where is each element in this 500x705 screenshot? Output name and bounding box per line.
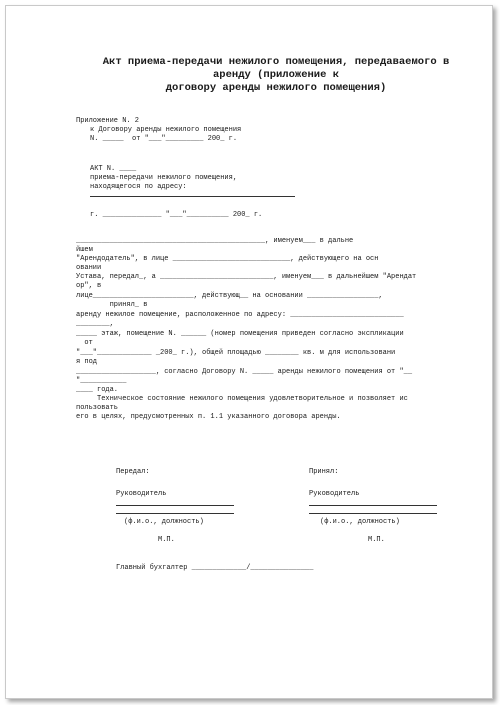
act-address-label: находящегося по адресу: xyxy=(90,183,187,191)
address-underline xyxy=(90,196,295,197)
document-page xyxy=(5,5,493,699)
transferor-role: Руководитель xyxy=(116,490,167,498)
recipient-stamp: М.П. xyxy=(368,536,385,544)
body-line: ___________________, согласно Договору N. _____ аренды нежилого помещения от "__ xyxy=(76,368,413,376)
body-line: я под xyxy=(76,358,98,366)
act-place-date-line: г. ______________ "___"__________ 200_ г. xyxy=(90,211,263,219)
transferor-name-line xyxy=(116,513,234,514)
annex-contract-ref: к Договору аренды нежилого помещения xyxy=(90,126,242,134)
chief-accountant-line: Главный бухгалтер _____________/_______________ xyxy=(116,564,314,572)
body-line: Устава, передал_, а ___________________________, именуем___ в дальнейшем "Арендат xyxy=(76,273,417,281)
body-line: пользовать xyxy=(76,404,119,412)
transferor-caption: (ф.и.о., должность) xyxy=(124,518,204,526)
transferor-stamp: М.П. xyxy=(158,536,175,544)
body-line: _____________________________________________, именуем___ в дальне xyxy=(76,237,354,245)
body-line: овании xyxy=(76,264,102,272)
body-line: йшем xyxy=(76,246,93,254)
body-line: принял_ в xyxy=(76,301,148,309)
document-title: Акт приема-передачи нежилого помещения, передаваемого в аренду (приложение к договору аренды нежилого помещения) xyxy=(102,56,450,94)
act-subtitle: приема-передачи нежилого помещения, xyxy=(90,174,238,182)
act-number: АКТ N. ____ xyxy=(90,165,137,173)
recipient-caption: (ф.и.о., должность) xyxy=(320,518,400,526)
body-line: "___________ xyxy=(76,377,127,385)
body-line: Техническое состояние нежилого помещения удовлетворительное и позволяет ис xyxy=(76,395,408,403)
recipient-name-line xyxy=(309,513,437,514)
recipient-signature-line xyxy=(309,505,437,506)
body-line: аренду нежилое помещение, расположенное по адресу: ___________________________ xyxy=(76,311,404,319)
body-line: его в целях, предусмотренных п. 1.1 указанного договора аренды. xyxy=(76,413,341,421)
body-line: ор", в xyxy=(76,282,102,290)
recipient-role: Руководитель xyxy=(309,490,360,498)
body-line: ________, xyxy=(76,320,114,328)
body-line: лице________________________, действующ__ на основании _________________, xyxy=(76,292,383,300)
annex-number: Приложение N. 2 xyxy=(76,117,140,125)
body-line: _____ этаж, помещение N. ______ (номер помещения приведен согласно экспликации xyxy=(76,330,404,338)
body-line: "___"_____________ _200_ г.), общей площадью ________ кв. м для использовани xyxy=(76,349,396,357)
transferor-signature-line xyxy=(116,505,234,506)
body-line: от xyxy=(76,339,93,347)
body-line: "Арендодатель", в лице ____________________________, действующего на осн xyxy=(76,255,379,263)
recipient-heading: Принял: xyxy=(309,468,339,476)
annex-contract-number-date: N. _____ от "___"_________ 200_ г. xyxy=(90,135,238,143)
transferor-heading: Передал: xyxy=(116,468,150,476)
body-line: ____ года. xyxy=(76,386,119,394)
